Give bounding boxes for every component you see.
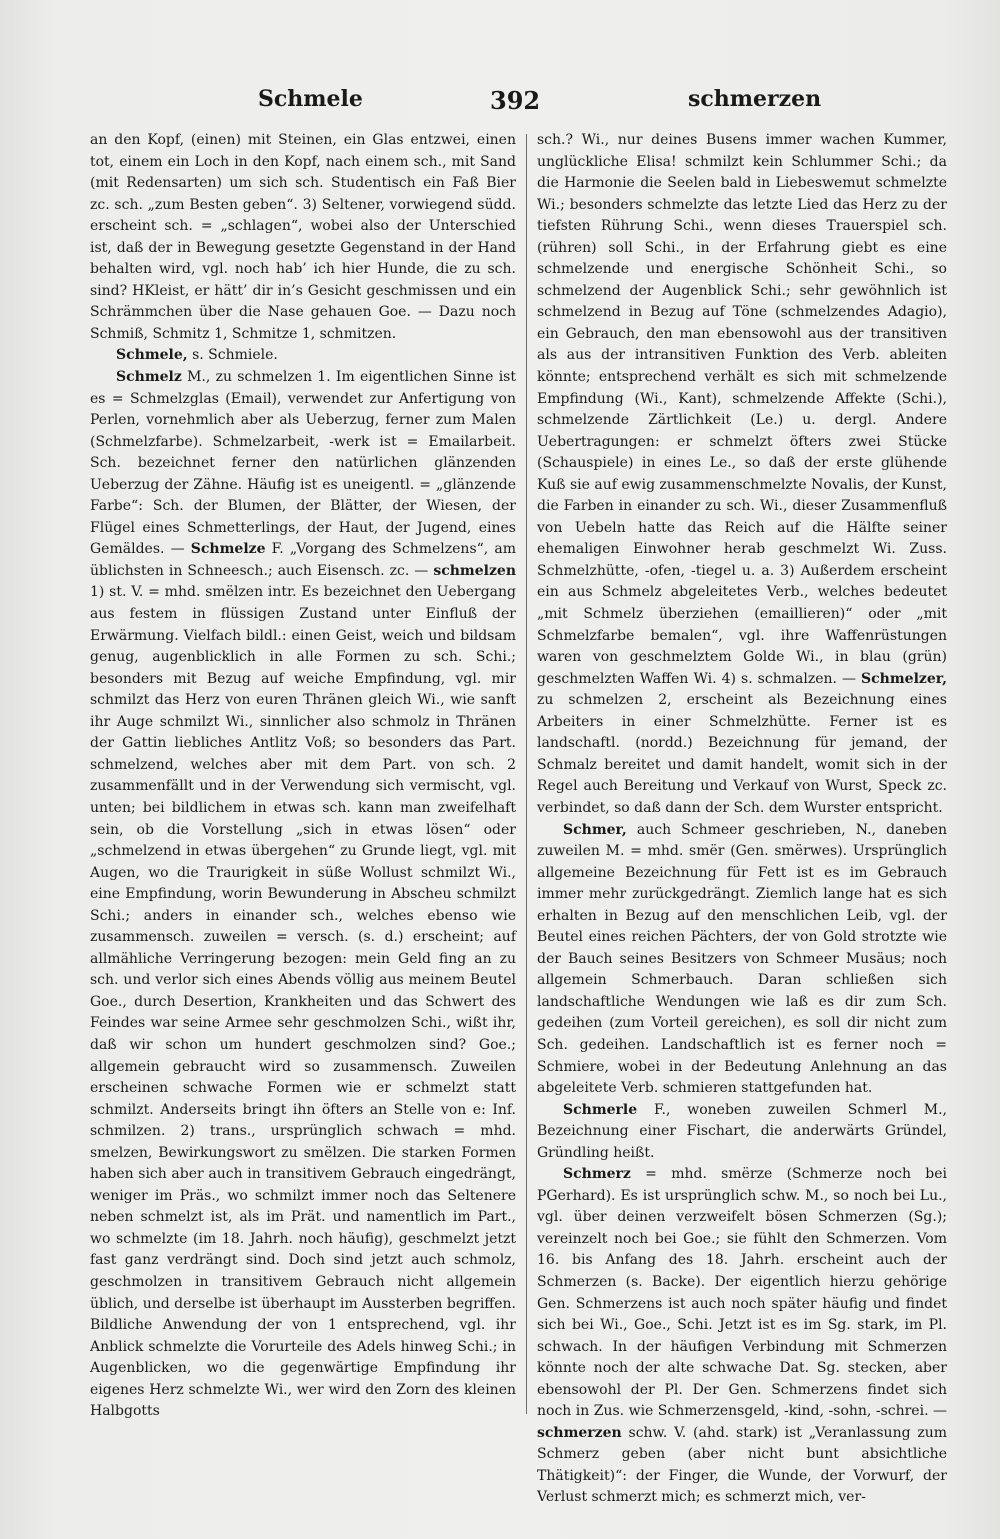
headword: Schmer, <box>563 821 627 838</box>
entry-text: zu schmelzen 2, erscheint als Bezeichnung eines Arbeiters in einer Schmelzhütte. Ferner ist es landschaftl. (nordd.) Bezeichnung für jemand, der Schmalz bereitet und damit handelt, womit sich in der Regel auch Bereitung und Verkauf von Wurst, Speck zc. verbindet, so daß dann der Sch. dem Wurster entspricht. <box>537 692 947 816</box>
headword: Schmerle <box>563 1101 638 1118</box>
entry-text: sch.? Wi., nur deines Busens immer wachen Kummer, unglückliche Elisa! schmilzt kein Schlummer Schi.; da die Harmonie die Seelen bald in Liebeswemut schmelzte Wi.; besonders schmelzte das letzte Lied das Herz zu der tiefsten Rührung Schi., wenn dieses Trauerspiel sch. (rühren) soll Schi., in der Erfahrung giebt es eine schmelzende und energische Schönheit Schi., so schmelzend der Augenblick Schi.; sehr gewöhnlich ist schmelzend in Bezug auf Töne (schmelzendes Adagio), ein Gebrauch, den man ebensowohl aus der transitiven als aus der intransitiven Funktion des Verb. ableiten könnte; entsprechend verhält es sich mit schmelzende Empfindung (Wi., Kant), schmelzende Affekte (Schi.), schmelzende Zärtlichkeit (Le.) u. dergl. Andere Uebertragungen: er schmelzt öfters zwei Stücke (Schauspiele) in eines Le., so daß der erste glühende Kuß sie auf ewig zusammenschmelzte Novalis, der Kunst, die Farben in einander zu sch. Wi., dieser Zusammenfluß von Uebeln hatte das Reich auf die Hälfte seiner ehemaligen Einwohner herab geschmelzt Wi. Zuss. Schmelzhütte, -ofen, -tiegel u. a. 3) Außerdem erscheint ein aus Schmelz abgeleitetes Verb., welches bedeutet „mit Schmelz überziehen (emaillieren)“ oder „mit Schmelzfarbe bemalen“, vgl. ihre Waffenrüstungen waren von geschmelztem Golde Wi., in blau (grün) geschmelzten Waffen Wi. 4) s. schmalzen. — <box>537 132 947 687</box>
entry-text: M., zu schmelzen 1. Im eigentlichen Sinne ist es = Schmelzglas (Email), verwendet zur Anfertigung von Perlen, vornehmlich aber als Ueberzug, ferner zum Malen (Schmelzfarbe). Schmelzarbeit, -werk ist = Emailarbeit. Sch. bezeichnet ferner den natürlichen glänzenden Ueberzug der Zähne. Häufig ist es uneigentl. = „glänzende Farbe“: Sch. der Blumen, der Blätter, der Wiesen, der Flügel eines Schmetterlings, der Haut, der Jugend, eines Gemäldes. — <box>90 369 516 558</box>
left-column <box>90 130 516 1430</box>
entry-schmerz <box>537 1164 947 1509</box>
entry-text: s. Schmiele. <box>192 347 278 364</box>
column-divider <box>526 134 527 1414</box>
continued-paragraph <box>537 130 947 820</box>
header-right-word: schmerzen <box>688 86 822 112</box>
continued-paragraph: an den Kopf, (einen) mit Steinen, ein Glas entzwei, einen tot, einem ein Loch in den Kopf, nach einem sch., mit Sand (mit Redensarten) um sich sch. Studentisch ein Faß Bier zc. sch. „zum Besten geben“. 3) Seltener, vorwiegend südd. erscheint sch. = „schlagen“, wobei also der Unterschied ist, daß der in Bewegung gesetzte Gegenstand in der Hand behalten wird, vgl. noch hab’ ich hier Hunde, die zu sch. sind? HKleist, er hätt’ dir in’s Gesicht geschmissen und ein Schrämmchen über die Nase gehauen Goe. — Dazu noch Schmiß, Schmitz 1, Schmitze 1, schmitzen. <box>90 132 516 342</box>
headword: Schmele, <box>116 347 188 364</box>
sub-headword: Schmelze <box>190 541 266 558</box>
entry-text: 1) st. V. = mhd. smëlzen intr. Es bezeichnet den Uebergang aus festem in flüssigen Zustand unter Einfluß der Erwärmung. Vielfach bildl.: einen Geist, weich und bildsam genug, augenblicklich in alle Formen zu sch. Schi.; besonders mit Bezug auf weiche Empfindung, vgl. mir schmilzt das Herz von euren Thränen gleich Wi., wie sanft ihr Auge schmilzt Wi., sinnlicher also schmolz in Thränen der Gattin liebliches Antlitz Voß; so besonders das Part. schmelzend, welches aber mit dem Part. von sch. 2 zusammenfällt und in der Verwendung sich vermischt, vgl. unten; bei bildlichem in etwas sch. kann man zweifelhaft sein, ob die Vorstellung „sich in etwas lösen“ oder „schmelzend in etwas übergehen“ zu Grunde liegt, vgl. mit Augen, wo die Traurigkeit in süße Wollust schmilzt Wi., eine Empfindung, worin Bewunderung in Abscheu schmilzt Schi.; anders in einander sch., welches ebenso wie zusammensch. zuweilen = versch. (s. d.) erscheint; auf allmähliche Verringerung bezogen: mein Geld fing an zu sch. und verlor sich eines Abends völlig aus meinem Beutel Goe., durch Desertion, Krankheiten und das Schwert des Feindes war seine Armee sehr geschmolzen Schi., wißt ihr, daß wir schon um hundert geschmolzen sind? Goe.; allgemein gebraucht wird so zusammensch. Zuweilen erscheinen schwache Formen wie er schmelzt statt schmilzt. Anderseits bringt ihn öfters an Stelle von e: Inf. schmilzen. 2) trans., ursprünglich schwach = mhd. smelzen, Bewirkungswort zu smëlzen. Die starken Formen haben sich aber auch in transitivem Gebrauch eingedrängt, weniger im Präs., wo schmilzt immer noch das Seltenere neben schmelzt ist, als im Prät. und namentlich im Part., wo schmelzte (im 18. Jahrh. noch häufig), geschmelzt jetzt fast ganz verdrängt sind. Doch sind jetzt auch schmolz, geschmolzen in transitivem Gebrauch nicht allgemein üblich, und derselbe ist überhaupt im Aussterben begriffen. Bildliche Anwendung der von 1 entsprechend, vgl. ihr Anblick schmelzte die Vorurteile des Adels hinweg Schi.; in Augenblicken, wo die gegenwärtige Empfindung ihr eigenes Herz schmelzte Wi., wer wird den Zorn des kleinen Halbgotts <box>90 584 516 1420</box>
sub-headword: schmerzen <box>537 1424 622 1441</box>
sub-headword: schmelzen <box>433 562 517 579</box>
header-left-word: Schmele <box>258 86 363 112</box>
running-header <box>90 86 935 116</box>
entry-schmer <box>537 820 947 1100</box>
right-column <box>537 130 948 1506</box>
headword: Schmelz <box>116 369 182 386</box>
entry-text: F. „Vorgang des Schmelzens“, am üblichsten in Schneesch.; auch Eisensch. zc. — <box>90 541 517 579</box>
entry-schmele <box>90 345 516 367</box>
entry-text: schw. V. (ahd. stark) ist „Veranlassung zum Schmerz geben (aber nicht bunt absichtliche Thätigkeit)“: der Finger, die Wunde, der Vorwurf, der Verlust schmerzt mich; es schmerzt mich, ver- <box>537 1424 947 1506</box>
sub-headword: Schmelzer, <box>861 670 947 687</box>
entry-schmelz <box>90 367 516 1423</box>
entry-text: = mhd. smërze (Schmerze noch bei PGerhard). Es ist ursprünglich schw. M., so noch bei Lu., vgl. über deinen verzweifelt bösen Schmerzen (Sg.); vereinzelt noch bei Goe.; sie fühlt den Schmerzen. Vom 16. bis Anfang des 18. Jahrh. erscheint auch der Schmerzen (s. Backe). Der eigentlich hierzu gehörige Gen. Schmerzens ist auch noch später häufig und findet sich bei Wi., Goe., Schi. Jetzt ist es im Sg. stark, im Pl. schwach. In der häufigen Verbindung mit Schmerzen könnte noch der alte schwache Dat. Sg. stecken, aber ebensowohl der Pl. Der Gen. Schmerzens findet sich noch in Zus. wie Schmerzensgeld, -kind, -sohn, -schrei. — <box>537 1166 948 1420</box>
entry-text: F., woneben zuweilen Schmerl M., Bezeichnung einer Fischart, die anderwärts Gründel, Gründling heißt. <box>537 1101 948 1161</box>
headword: Schmerz <box>563 1166 631 1183</box>
page-number: 392 <box>490 86 541 115</box>
entry-text: auch Schmeer geschrieben, N., daneben zuweilen M. = mhd. smër (Gen. smërwes). Ursprünglich allgemeine Bezeichnung für Fett ist es im Gebrauch immer mehr zurückgedrängt. Ziemlich lange hat es sich erhalten in Bezug auf den menschlichen Leib, vgl. der Beutel eines reichen Pächters, der von Gold strotzte wie der Bauch seines Besitzers von Schmeer Musäus; noch allgemein Schmerbauch. Daran schließen sich landschaftliche Wendungen wie laß es dir zum Sch. gedeihen (zum Vorteil gereichen), es soll dir nicht zum Sch. gedeihen. Landschaftlich ist es ferner noch = Schmiere, wobei in der Bedeutung Anlehnung an das abgeleitete Verb. schmieren stattgefunden hat. <box>537 821 947 1097</box>
entry-schmerle <box>537 1100 947 1165</box>
